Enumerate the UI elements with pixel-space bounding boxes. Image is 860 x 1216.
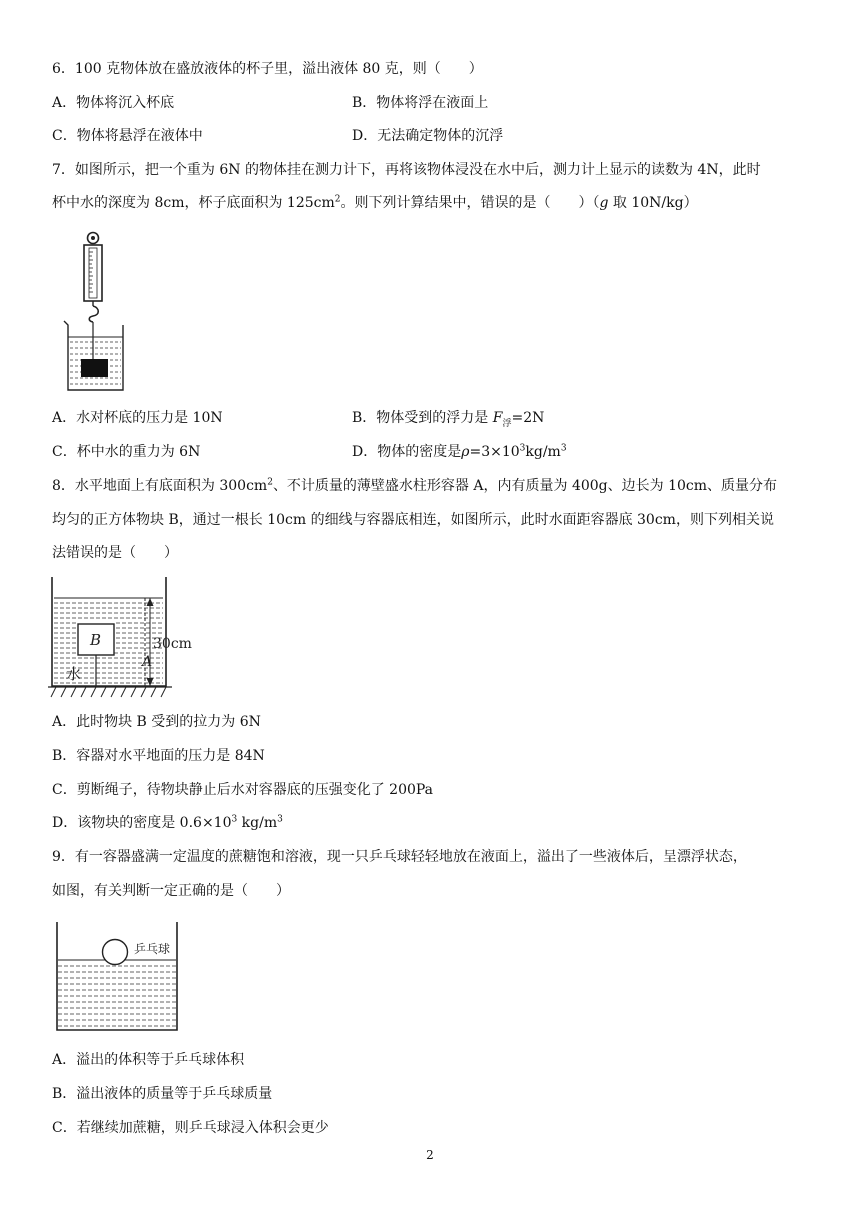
q7-d-text: kg/m bbox=[525, 444, 561, 460]
fig-label-water: 水 bbox=[66, 665, 82, 683]
q8-stem-sup: 2 bbox=[267, 477, 273, 488]
q6-option-c: C．物体将悬浮在液体中 bbox=[52, 128, 203, 144]
q8-stem-line3: 法错误的是（ ） bbox=[52, 545, 178, 561]
q7-stem-line2 bbox=[52, 193, 698, 213]
q8-option-d bbox=[52, 813, 283, 833]
q8-option-a: A．此时物块 B 受到的拉力为 6N bbox=[52, 714, 261, 730]
q7-b-F: F bbox=[492, 410, 503, 426]
q7-b-sub: 浮 bbox=[502, 418, 512, 429]
q8-stem-line1 bbox=[52, 476, 777, 496]
q7-stem-text: 取 10N/kg） bbox=[608, 195, 698, 211]
q7-stem-text: 。则下列计算结果中，错误的是（ ）（ bbox=[340, 195, 600, 211]
q7-stem-text: 杯中水的深度为 8cm，杯子底面积为 125cm bbox=[52, 195, 335, 211]
q7-d-rho: ρ bbox=[461, 444, 470, 460]
q7-b-text: =2N bbox=[511, 410, 545, 426]
q8-d-sup: 3 bbox=[231, 814, 238, 825]
q7-stem-line1: 7．如图所示，把一个重为 6N 的物体挂在测力计下，再将该物体浸没在水中后，测力计上显示的读数为 4N，此时 bbox=[52, 162, 761, 178]
q8-option-b: B．容器对水平地面的压力是 84N bbox=[52, 748, 265, 764]
q7-d-text: D．物体的密度是 bbox=[352, 444, 462, 460]
q7-d-sup: 3 bbox=[519, 443, 526, 454]
fig-label-a: A bbox=[142, 654, 153, 670]
q9-option-a: A．溢出的体积等于乒乓球体积 bbox=[52, 1052, 245, 1068]
q8-d-sup: 3 bbox=[277, 814, 283, 825]
q7-option-b bbox=[352, 408, 544, 428]
q9-stem-line1: 9．有一容器盛满一定温度的蔗糖饱和溶液，现一只乒乓球轻轻地放在液面上，溢出了一些液体后，呈漂浮状态， bbox=[52, 849, 747, 865]
q7-d-text: =3×10 bbox=[469, 444, 520, 460]
q6-option-b: B．物体将浮在液面上 bbox=[352, 95, 489, 111]
q8-option-c: C．剪断绳子，待物块静止后水对容器底的压强变化了 200Pa bbox=[52, 782, 434, 798]
q8-d-text: D．该物块的密度是 0.6×10 bbox=[52, 815, 232, 831]
spring-scale-beaker-figure bbox=[60, 230, 130, 393]
q7-stem-g: g bbox=[599, 195, 609, 211]
pingpong-container-figure bbox=[52, 918, 192, 1034]
q6-option-a: A．物体将沉入杯底 bbox=[52, 95, 175, 111]
q6-option-d: D．无法确定物体的沉浮 bbox=[352, 128, 504, 144]
q8-stem-line2: 均匀的正方体物块 B，通过一根长 10cm 的细线与容器底相连，如图所示，此时水面距容器底 30cm，则下列相关说 bbox=[52, 512, 774, 528]
fig-label-b: B bbox=[90, 631, 102, 649]
q7-option-a: A．水对杯底的压力是 10N bbox=[52, 410, 223, 426]
q9-stem-line2: 如图，有关判断一定正确的是（ ） bbox=[52, 883, 290, 899]
page-number: 2 bbox=[426, 1148, 434, 1162]
q8-stem-text: 、不计质量的薄壁盛水柱形容器 A，内有质量为 400g、边长为 10cm、质量分布 bbox=[272, 478, 778, 494]
container-block-figure bbox=[48, 577, 208, 701]
q7-stem-sup: 2 bbox=[334, 194, 341, 205]
q7-b-text: B．物体受到的浮力是 bbox=[352, 410, 493, 426]
q7-option-d bbox=[352, 442, 567, 462]
q9-option-b: B．溢出液体的质量等于乒乓球质量 bbox=[52, 1086, 273, 1102]
q8-stem-text: 8．水平地面上有底面积为 300cm bbox=[52, 478, 268, 494]
fig-label-height: 30cm bbox=[153, 636, 192, 652]
q9-option-c: C．若继续加蔗糖，则乒乓球浸入体积会更少 bbox=[52, 1120, 329, 1136]
q8-d-text: kg/m bbox=[237, 815, 278, 831]
q7-d-sup: 3 bbox=[560, 443, 567, 454]
q7-option-c: C．杯中水的重力为 6N bbox=[52, 444, 201, 460]
fig-label-pingpong: 乒乓球 bbox=[134, 942, 171, 956]
q6-stem: 6．100 克物体放在盛放液体的杯子里，溢出液体 80 克，则（ ） bbox=[52, 61, 483, 77]
